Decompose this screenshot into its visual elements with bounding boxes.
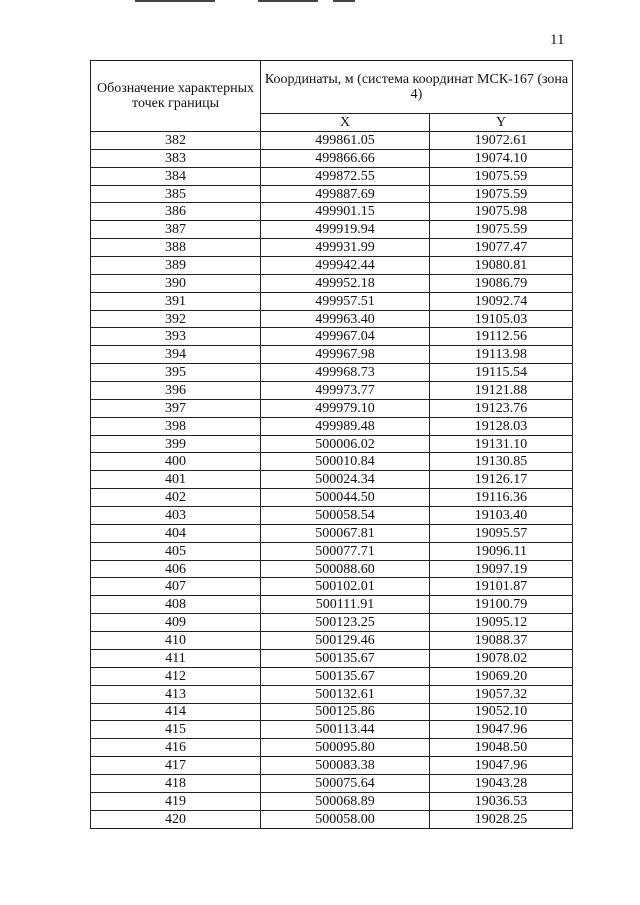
table-row	[91, 649, 573, 667]
point-id-cell: 408	[91, 596, 261, 614]
x-coordinate-cell: 500102.01	[261, 578, 430, 596]
x-coordinate-cell: 500125.86	[261, 703, 430, 721]
x-coordinate-cell: 500132.61	[261, 685, 430, 703]
table-row	[91, 203, 573, 221]
x-coordinate-cell: 499901.15	[261, 203, 430, 221]
table-row	[91, 292, 573, 310]
table-row	[91, 703, 573, 721]
point-id-cell: 391	[91, 292, 261, 310]
y-coordinate-cell: 19075.98	[430, 203, 573, 221]
point-id-cell: 403	[91, 507, 261, 525]
point-id-cell: 416	[91, 739, 261, 757]
point-id-cell: 401	[91, 471, 261, 489]
y-coordinate-cell: 19116.36	[430, 489, 573, 507]
point-id-cell: 387	[91, 221, 261, 239]
point-id-cell: 383	[91, 149, 261, 167]
table-row	[91, 792, 573, 810]
table-row	[91, 632, 573, 650]
x-coordinate-cell: 500083.38	[261, 757, 430, 775]
table-row	[91, 328, 573, 346]
point-id-cell: 417	[91, 757, 261, 775]
point-id-cell: 394	[91, 346, 261, 364]
point-id-cell: 398	[91, 417, 261, 435]
y-coordinate-cell: 19080.81	[430, 257, 573, 275]
point-id-cell: 420	[91, 810, 261, 828]
y-coordinate-cell: 19105.03	[430, 310, 573, 328]
x-coordinate-cell: 500058.00	[261, 810, 430, 828]
table-row	[91, 721, 573, 739]
table-row	[91, 685, 573, 703]
y-coordinate-cell: 19103.40	[430, 507, 573, 525]
y-coordinate-cell: 19077.47	[430, 239, 573, 257]
y-coordinate-cell: 19075.59	[430, 167, 573, 185]
table-row	[91, 578, 573, 596]
table-row	[91, 185, 573, 203]
table-row	[91, 364, 573, 382]
table-row	[91, 542, 573, 560]
x-coordinate-cell: 500088.60	[261, 560, 430, 578]
x-coordinate-cell: 499957.51	[261, 292, 430, 310]
point-id-cell: 415	[91, 721, 261, 739]
y-coordinate-cell: 19075.59	[430, 185, 573, 203]
x-coordinate-cell: 499872.55	[261, 167, 430, 185]
x-coordinate-cell: 500077.71	[261, 542, 430, 560]
x-coordinate-cell: 500113.44	[261, 721, 430, 739]
table-row	[91, 507, 573, 525]
x-coordinate-cell: 499963.40	[261, 310, 430, 328]
y-coordinate-cell: 19121.88	[430, 382, 573, 400]
table-row	[91, 774, 573, 792]
point-id-cell: 392	[91, 310, 261, 328]
point-id-cell: 389	[91, 257, 261, 275]
point-id-cell: 419	[91, 792, 261, 810]
header-x: X	[261, 114, 430, 132]
scan-artifact	[135, 0, 215, 2]
x-coordinate-cell: 499967.98	[261, 346, 430, 364]
scan-artifact	[258, 0, 318, 2]
x-coordinate-cell: 499968.73	[261, 364, 430, 382]
table-row	[91, 453, 573, 471]
x-coordinate-cell: 499887.69	[261, 185, 430, 203]
y-coordinate-cell: 19092.74	[430, 292, 573, 310]
y-coordinate-cell: 19036.53	[430, 792, 573, 810]
x-coordinate-cell: 500129.46	[261, 632, 430, 650]
point-id-cell: 407	[91, 578, 261, 596]
table-row	[91, 739, 573, 757]
y-coordinate-cell: 19126.17	[430, 471, 573, 489]
header-y: Y	[430, 114, 573, 132]
table-row	[91, 132, 573, 150]
y-coordinate-cell: 19100.79	[430, 596, 573, 614]
x-coordinate-cell: 499979.10	[261, 399, 430, 417]
table-row	[91, 149, 573, 167]
table-row	[91, 399, 573, 417]
table-row	[91, 560, 573, 578]
table-row	[91, 810, 573, 828]
y-coordinate-cell: 19074.10	[430, 149, 573, 167]
y-coordinate-cell: 19048.50	[430, 739, 573, 757]
table-row	[91, 524, 573, 542]
table-row	[91, 346, 573, 364]
scan-artifact	[333, 0, 355, 2]
point-id-cell: 386	[91, 203, 261, 221]
x-coordinate-cell: 499942.44	[261, 257, 430, 275]
point-id-cell: 382	[91, 132, 261, 150]
y-coordinate-cell: 19047.96	[430, 721, 573, 739]
table-row	[91, 257, 573, 275]
x-coordinate-cell: 499931.99	[261, 239, 430, 257]
table-row	[91, 471, 573, 489]
y-coordinate-cell: 19086.79	[430, 274, 573, 292]
x-coordinate-cell: 500006.02	[261, 435, 430, 453]
point-id-cell: 384	[91, 167, 261, 185]
y-coordinate-cell: 19115.54	[430, 364, 573, 382]
y-coordinate-cell: 19072.61	[430, 132, 573, 150]
y-coordinate-cell: 19123.76	[430, 399, 573, 417]
y-coordinate-cell: 19052.10	[430, 703, 573, 721]
x-coordinate-cell: 499973.77	[261, 382, 430, 400]
x-coordinate-cell: 500123.25	[261, 614, 430, 632]
y-coordinate-cell: 19069.20	[430, 667, 573, 685]
table-row	[91, 667, 573, 685]
x-coordinate-cell: 499967.04	[261, 328, 430, 346]
x-coordinate-cell: 500095.80	[261, 739, 430, 757]
point-id-cell: 414	[91, 703, 261, 721]
point-id-cell: 400	[91, 453, 261, 471]
x-coordinate-cell: 500067.81	[261, 524, 430, 542]
table-row	[91, 435, 573, 453]
table-row	[91, 239, 573, 257]
y-coordinate-cell: 19057.32	[430, 685, 573, 703]
y-coordinate-cell: 19078.02	[430, 649, 573, 667]
y-coordinate-cell: 19088.37	[430, 632, 573, 650]
header-coordinates: Координаты, м (система координат МСК-167 (зона 4)	[261, 61, 573, 114]
table-row	[91, 310, 573, 328]
x-coordinate-cell: 500068.89	[261, 792, 430, 810]
table-body	[91, 132, 573, 829]
point-id-cell: 393	[91, 328, 261, 346]
point-id-cell: 395	[91, 364, 261, 382]
y-coordinate-cell: 19095.12	[430, 614, 573, 632]
point-id-cell: 410	[91, 632, 261, 650]
point-id-cell: 399	[91, 435, 261, 453]
page-number: 11	[550, 32, 565, 48]
point-id-cell: 418	[91, 774, 261, 792]
table-row	[91, 757, 573, 775]
point-id-cell: 390	[91, 274, 261, 292]
table-row	[91, 417, 573, 435]
point-id-cell: 413	[91, 685, 261, 703]
x-coordinate-cell: 500058.54	[261, 507, 430, 525]
x-coordinate-cell: 500135.67	[261, 649, 430, 667]
table-row	[91, 596, 573, 614]
point-id-cell: 385	[91, 185, 261, 203]
y-coordinate-cell: 19097.19	[430, 560, 573, 578]
y-coordinate-cell: 19028.25	[430, 810, 573, 828]
y-coordinate-cell: 19043.28	[430, 774, 573, 792]
y-coordinate-cell: 19130.85	[430, 453, 573, 471]
x-coordinate-cell: 500010.84	[261, 453, 430, 471]
table-row	[91, 167, 573, 185]
x-coordinate-cell: 499866.66	[261, 149, 430, 167]
point-id-cell: 411	[91, 649, 261, 667]
x-coordinate-cell: 499989.48	[261, 417, 430, 435]
y-coordinate-cell: 19128.03	[430, 417, 573, 435]
coordinates-table	[90, 60, 573, 829]
table-row	[91, 489, 573, 507]
y-coordinate-cell: 19075.59	[430, 221, 573, 239]
x-coordinate-cell: 499861.05	[261, 132, 430, 150]
table-row	[91, 221, 573, 239]
x-coordinate-cell: 500075.64	[261, 774, 430, 792]
x-coordinate-cell: 499952.18	[261, 274, 430, 292]
x-coordinate-cell: 500044.50	[261, 489, 430, 507]
y-coordinate-cell: 19096.11	[430, 542, 573, 560]
y-coordinate-cell: 19047.96	[430, 757, 573, 775]
y-coordinate-cell: 19112.56	[430, 328, 573, 346]
x-coordinate-cell: 500024.34	[261, 471, 430, 489]
x-coordinate-cell: 500111.91	[261, 596, 430, 614]
point-id-cell: 405	[91, 542, 261, 560]
point-id-cell: 404	[91, 524, 261, 542]
point-id-cell: 406	[91, 560, 261, 578]
y-coordinate-cell: 19131.10	[430, 435, 573, 453]
table-row	[91, 382, 573, 400]
y-coordinate-cell: 19095.57	[430, 524, 573, 542]
table-row	[91, 614, 573, 632]
x-coordinate-cell: 499919.94	[261, 221, 430, 239]
point-id-cell: 402	[91, 489, 261, 507]
header-point-designation: Обозначение характерных точек границы	[91, 61, 261, 132]
point-id-cell: 397	[91, 399, 261, 417]
y-coordinate-cell: 19101.87	[430, 578, 573, 596]
point-id-cell: 412	[91, 667, 261, 685]
point-id-cell: 396	[91, 382, 261, 400]
point-id-cell: 388	[91, 239, 261, 257]
y-coordinate-cell: 19113.98	[430, 346, 573, 364]
x-coordinate-cell: 500135.67	[261, 667, 430, 685]
point-id-cell: 409	[91, 614, 261, 632]
table-row	[91, 274, 573, 292]
